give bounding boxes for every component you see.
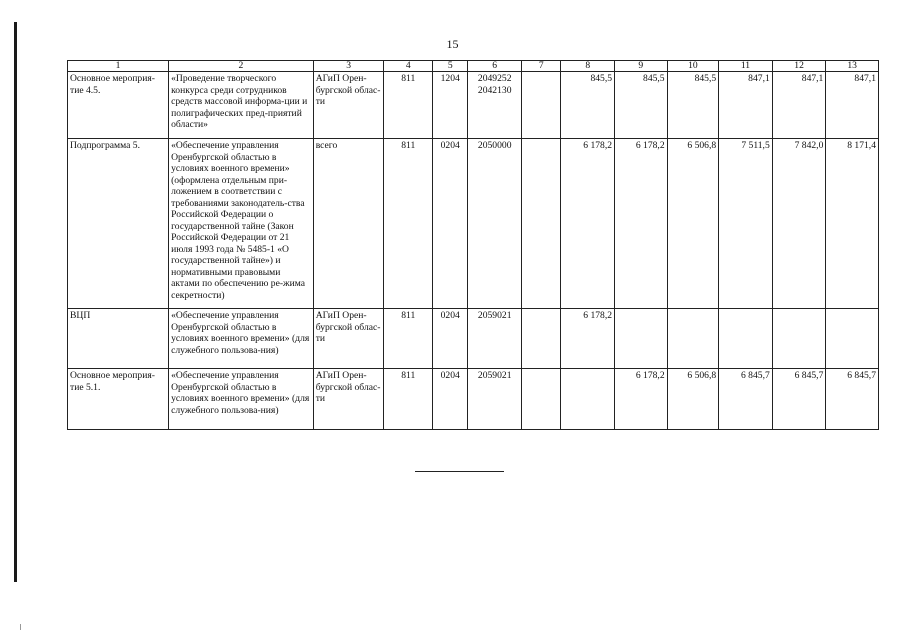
scan-edge-bar [14, 22, 17, 582]
table-row [68, 369, 879, 430]
row-vr [522, 309, 561, 369]
closing-rule [415, 471, 504, 472]
row-value-11 [719, 309, 773, 369]
row-value-11: 6 845,7 [719, 369, 773, 430]
row-rzpr: 1204 [433, 72, 468, 139]
row-vr [522, 139, 561, 309]
row-value-8: 6 178,2 [561, 309, 615, 369]
column-header: 9 [615, 61, 668, 72]
column-header: 4 [384, 61, 433, 72]
row-vr [522, 72, 561, 139]
column-header: 10 [667, 61, 719, 72]
column-header: 11 [719, 61, 773, 72]
column-header: 2 [169, 61, 314, 72]
row-value-13: 6 845,7 [826, 369, 879, 430]
row-rzpr: 0204 [433, 139, 468, 309]
row-grbs: 811 [384, 139, 433, 309]
row-value-12 [772, 309, 826, 369]
table-row [68, 309, 879, 369]
row-value-9: 6 178,2 [615, 369, 668, 430]
row-value-13: 8 171,4 [826, 139, 879, 309]
row-rzpr: 0204 [433, 369, 468, 430]
row-name: Подпрограмма 5. [68, 139, 169, 309]
row-value-9: 845,5 [615, 72, 668, 139]
row-executor: всего [313, 139, 384, 309]
column-header: 8 [561, 61, 615, 72]
row-grbs: 811 [384, 309, 433, 369]
row-name: Основное мероприя-тие 4.5. [68, 72, 169, 139]
row-executor: АГиП Орен-бургской облас-ти [313, 369, 384, 430]
row-value-8 [561, 369, 615, 430]
row-value-10: 845,5 [667, 72, 719, 139]
row-executor: АГиП Орен-бургской облас-ти [313, 72, 384, 139]
row-title: «Обеспечение управления Оренбургской областью в условиях военного времени» (для служебного пользова-ния) [169, 309, 314, 369]
row-value-10: 6 506,8 [667, 369, 719, 430]
row-value-12: 847,1 [772, 72, 826, 139]
row-value-13: 847,1 [826, 72, 879, 139]
row-value-11: 7 511,5 [719, 139, 773, 309]
column-header: 13 [826, 61, 879, 72]
row-csr: 2059021 [468, 369, 522, 430]
row-value-12: 6 845,7 [772, 369, 826, 430]
column-header: 12 [772, 61, 826, 72]
row-csr: 2059021 [468, 309, 522, 369]
page-number: 15 [446, 37, 459, 51]
column-header: 1 [68, 61, 169, 72]
table-row [68, 139, 879, 309]
row-executor: АГиП Орен-бургской облас-ти [313, 309, 384, 369]
program-funding-table [67, 60, 879, 430]
column-header: 5 [433, 61, 468, 72]
column-header: 7 [522, 61, 561, 72]
row-title: «Обеспечение управления Оренбургской областью в условиях военного времени» (для служебного пользова-ния) [169, 369, 314, 430]
scan-speck [20, 624, 21, 630]
row-title: «Проведение творческого конкурса среди сотрудников средств массовой информа-ции и полиграфических пред-приятий области» [169, 72, 314, 139]
row-value-8: 6 178,2 [561, 139, 615, 309]
row-name: ВЦП [68, 309, 169, 369]
row-value-13 [826, 309, 879, 369]
row-rzpr: 0204 [433, 309, 468, 369]
row-csr: 2049252 2042130 [468, 72, 522, 139]
row-value-8: 845,5 [561, 72, 615, 139]
row-vr [522, 369, 561, 430]
row-value-10: 6 506,8 [667, 139, 719, 309]
row-value-9 [615, 309, 668, 369]
row-csr: 2050000 [468, 139, 522, 309]
column-header: 6 [468, 61, 522, 72]
row-grbs: 811 [384, 369, 433, 430]
row-title: «Обеспечение управления Оренбургской областью в условиях военного времени» (оформлена отдельным при-ложением в соответствии с требованиями законодатель-ства Российской Федерации о государственной тайне (Закон Российской Федерации от 21 июля 1993 года № 5485-1 «О государственной тайне») и нормативными правовыми актами по обеспечению ре-жима секретности) [169, 139, 314, 309]
column-header: 3 [313, 61, 384, 72]
row-name: Основное мероприя-тие 5.1. [68, 369, 169, 430]
row-value-12: 7 842,0 [772, 139, 826, 309]
row-value-10 [667, 309, 719, 369]
row-value-9: 6 178,2 [615, 139, 668, 309]
row-value-11: 847,1 [719, 72, 773, 139]
column-number-row [68, 61, 879, 72]
row-grbs: 811 [384, 72, 433, 139]
table-row [68, 72, 879, 139]
